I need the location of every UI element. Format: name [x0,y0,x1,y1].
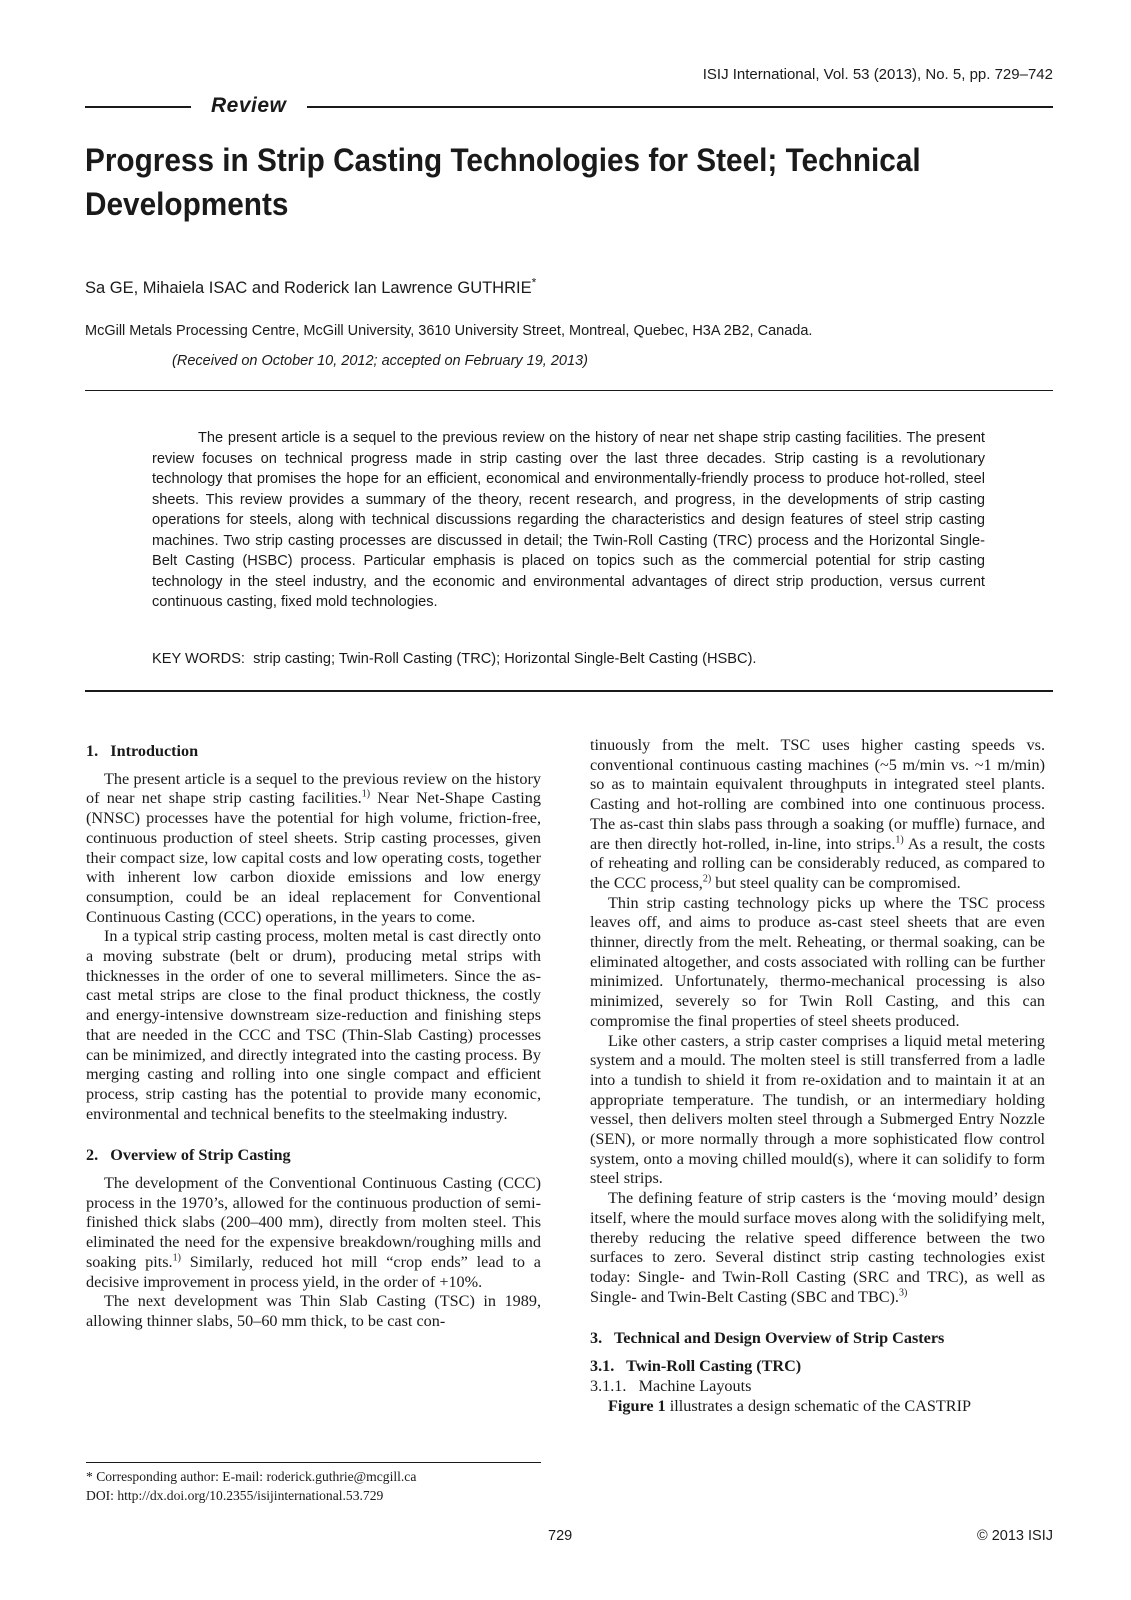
received-dates: (Received on October 10, 2012; accepted on February 19, 2013) [172,353,588,369]
doi: DOI: http://dx.doi.org/10.2355/isijinternational.53.729 [86,1488,384,1503]
right-paragraph-2: Thin strip casting technology picks up where the TSC process leaves off, and aims to produce as-cast steel sheets that are even thinner, directly from the melt. Reheating, or thermal soaking, can be eliminated altogether, and costs associated with rolling can be further minimized. Unfortunately, thermo-mechanical processing is also minimized, severely so for Twin Roll Casting, and this can compromise the final properties of steel sheets produced. [590,893,1045,1030]
abstract [152,428,985,613]
author-names: Sa GE, Mihaiela ISAC and Roderick Ian Lawrence GUTHRIE [85,279,532,297]
right-paragraph-1 [590,736,1045,894]
s2-p1-text-b: Similarly, reduced hot mill “crop ends” lead to a decisive improvement in process yield, in the order of +10%. [86,1252,541,1291]
received-dates-text: Received on October 10, 2012; accepted on February 19, 2013 [176,353,584,369]
journal-reference: ISIJ International, Vol. 53 (2013), No. 5, pp. 729–742 [702,66,1053,83]
section-3-1-heading: 3.1. Twin-Roll Casting (TRC) [590,1357,802,1376]
section-1-paragraph-1 [86,770,541,928]
footnote-rule [86,1462,541,1463]
section-3-heading: 3. Technical and Design Overview of Strip Casters [590,1329,945,1348]
authors [85,275,537,298]
right-paragraph-4 [590,1189,1045,1307]
paper-title-line-1: Progress in Strip Casting Technologies for Steel; Technical [85,142,921,178]
citation-1: 1) [361,789,371,801]
section-1-heading: 1. Introduction [86,742,199,760]
body-left-column [86,742,541,1332]
s2-p1-text-a: The development of the Conventional Continuous Casting (CCC) process in the 1970’s, allowed for the continuous production of semi-finished thick slabs (200–400 mm), directly from molten steel. This eliminated the need for the expensive breakdown/roughing mills and soaking pits. [86,1174,541,1271]
keywords [152,651,756,667]
section-2-paragraph-2: The next development was Thin Slab Casting (TSC) in 1989, allowing thinner slabs, 50–60 mm thick, to be cast con- [86,1292,541,1330]
page-number: 729 [548,1528,573,1544]
citation-r1: 1) [895,834,904,846]
s1-p1-text-b: Near Net-Shape Casting (NNSC) processes have the potential for high volume, friction-free, continuous production of steel sheets. Strip casting processes, given their compact size, low capital costs and low operating costs, together with inherent low carbon dioxide emissions and low energy consumption, could be an ideal replacement for Conventional Continuous Casting (CCC) operations, in the years to come. [86,789,541,926]
abstract-text: The present article is a sequel to the previous review on the history of near net shape strip casting facilities. The present review focuses on technical progress made in strip casting over the last three decades. Strip casting is a revolutionary technology that promises the hope for an efficient, economical and environmentally-friendly process to produce hot-rolled, steel sheets. This review provides a summary of the theory, recent research, and progress, in the developments of strip casting operations for steels, along with technical discussions regarding the characteristics and design features of steel strip casting machines. Two strip casting processes are discussed in detail; the Twin-Roll Casting (TRC) process and the Horizontal Single-Belt Casting (HSBC) process. Particular emphasis is placed on topics such as the commercial potential for strip casting technology in the steel industry, and the economic and environmental advantages of direct strip production, versus current continuous casting, fixed mold technologies. [152,430,985,610]
citation-1b: 1) [172,1252,181,1264]
s1-p1-text-a: The present article is a sequel to the previous review on the history of near net shape strip casting facilities. [86,769,541,808]
r-p4-text: The defining feature of strip casters is the ‘moving mould’ design itself, where the mould surface moves along with the solidifying melt, thereby reducing the relative speed difference between the two surfaces to zero. Several distinct strip casting technologies exist today: Single- and Twin-Roll Casting (SRC and TRC), as well as Single- and Twin-Belt Casting (SBC and TBC). [590,1189,1045,1306]
r-p1-text-c: but steel quality can be compromised. [711,873,961,892]
citation-r3: 3) [898,1287,908,1299]
r-p1-text-b: As a result, the costs of reheating and rolling can be considerably reduced, as compared to the CCC process, [590,834,1045,892]
section-2-heading: 2. Overview of Strip Casting [86,1146,291,1165]
right-last-paragraph [590,1397,1045,1417]
keywords-label: KEY WORDS: [152,651,245,667]
corresponding-author: * Corresponding author: E-mail: roderick.guthrie@mcgill.ca [86,1469,417,1484]
figure-1-ref: Figure 1 [608,1396,666,1415]
r-p1-text-a: tinuously from the melt. TSC uses higher casting speeds vs. conventional continuous casting machines (~5 m/min vs. ~1 m/min) so as to maintain equivalent throughputs in integrated steel plants. Casting and hot-rolling are combined into one continuous process. The as-cast thin slabs pass through a soaking (or muffle) furnace, and are then directly hot-rolled, in-line, into strips. [590,736,1045,853]
footnote [86,1467,541,1505]
section-label: Review [211,94,287,117]
keywords-text: strip casting; Twin-Roll Casting (TRC); Horizontal Single-Belt Casting (HSBC). [253,651,757,667]
section-1-paragraph-2: In a typical strip casting process, molten metal is cast directly onto a moving substrate (belt or drum), producing metal strips with thicknesses in the order of one to several millimeters. Since the as-cast metal strips are close to the final product thickness, the costly and energy-intensive downstream size-reduction and finishing steps that are needed in the CCC and TSC (Thin-Slab Casting) processes can be minimized, and directly integrated into the casting process. By merging casting and rolling into one single compact and efficient process, strip casting has the potential to provide many economic, environmental and technical benefits to the steelmaking industry. [86,927,541,1123]
affiliation: McGill Metals Processing Centre, McGill University, 3610 University Street, Montreal, Quebec, H3A 2B2, Canada. [85,323,813,339]
right-last-text: illustrates a design schematic of the CASTRIP [665,1396,971,1415]
right-paragraph-3: Like other casters, a strip caster comprises a liquid metal metering system and a mould. The molten steel is still transferred from a ladle into a tundish to shield it from re-oxidation and to maintain it at an appropriate temperature. The tundish, or an intermediary holding vessel, then delivers molten steel through a Submerged Entry Nozzle (SEN), or more normally through a more sophisticated flow control system, onto a moving chilled mould(s), where it can solidify to form steel strips. [590,1031,1045,1188]
section-label-row [85,94,1053,118]
abstract-top-rule [85,390,1053,391]
paper-title [85,138,978,226]
section-rule-right [307,106,1053,108]
citation-r2: 2) [702,873,712,885]
body-right-column [590,736,1045,1416]
section-rule-left [85,106,191,108]
corresponding-mark: * [531,275,537,290]
section-2-paragraph-1 [86,1174,541,1292]
copyright: © 2013 ISIJ [977,1528,1053,1544]
section-3-1-1-heading: 3.1.1. Machine Layouts [590,1376,752,1395]
abstract-bottom-rule [85,690,1053,692]
paper-title-line-2: Developments [85,186,289,222]
